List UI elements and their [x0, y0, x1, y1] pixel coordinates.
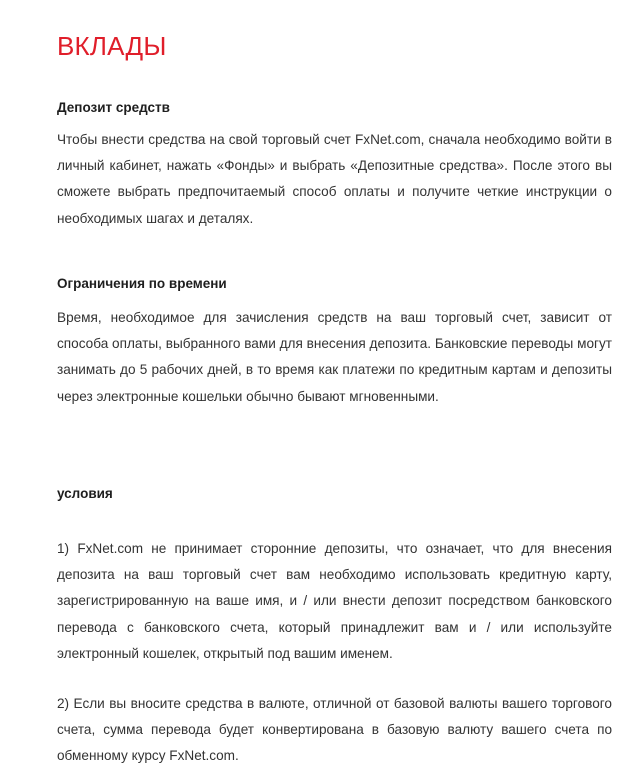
section-heading-deposit-funds: Депозит средств [57, 100, 170, 115]
section-heading-conditions: условия [57, 486, 113, 501]
time-limits-paragraph: Время, необходимое для зачисления средств на ваш торговый счет, зависит от способа оплаты, выбранного вами для внесения депозита. Банковские переводы могут занимать до 5 рабочих дней, в то время как платежи по кредитным картам и депозиты через электронные кошельки обычно бывают мгновенными. [57, 310, 612, 404]
condition-item-1: 1) FxNet.com не принимает сторонние депозиты, что означает, что для внесения депозита на ваш торговый счет вам необходимо использовать кредитную карту, зарегистрированную на ваше имя, и / или внести депозит посредством банковского перевода с банковского счета, который принадлежит вам и / или используйте электронный кошелек, открытый под вашим именем. [57, 541, 612, 661]
page-title: ВКЛАДЫ [57, 31, 167, 61]
section-heading-time-limits: Ограничения по времени [57, 276, 227, 291]
condition-item-2: 2) Если вы вносите средства в валюте, отличной от базовой валюты вашего торгового счета, сумма перевода будет конвертирована в базовую валюту вашего счета по обменному курсу FxNet.com. [57, 696, 612, 764]
deposit-funds-paragraph: Чтобы внести средства на свой торговый счет FxNet.com, сначала необходимо войти в личный кабинет, нажать «Фонды» и выбрать «Депозитные средства». После этого вы сможете выбрать предпочитаемый способ оплаты и получите четкие инструкции о необходимых шагах и деталях. [57, 132, 612, 226]
